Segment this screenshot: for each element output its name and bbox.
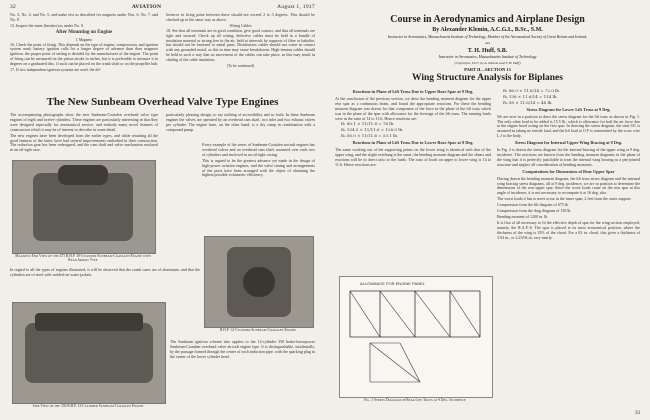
paragraph: 18. See that all terminals are in good condition, give good contact, and that all terminals are tight and secured. Check up all wiring; defective cables must be held in a bundle of insulation material or strung free in the air, held at intervals by supports of fibre or bakelite, but should not be fastened to metal parts. Distribution cables should not come in contact with any grounded metal, as this in time may cause breakdowns. High-tension cables should be held in such a way that no movement of the cables can take place, as this may result in chafing of the cable insulation.: [166, 27, 315, 63]
allowance-label: ALLOWANCE FOR ENGINE PANEL: [360, 281, 425, 286]
author-affiliation: Instructor in Aeronautics, Massachusetts Institute of Technology: [438, 55, 537, 59]
article-lower-text: [10, 268, 200, 298]
paragraph: The worst loads it has to meet occur in the inner span, 2 feet from the outer support:: [497, 196, 632, 202]
paragraph: In Fig. 2 is drawn the stress diagram for the internal bracing of the upper wing at 9 deg. incidence. The reactions are known from the bending moment diagrams in the plane of the wing that it is perfectly justifiable to treat the internal wing bracing as a pin-jointed structure and neglect all consideration of bending moments.: [497, 147, 640, 167]
paragraph: ferences in firing point between these should not exceed 2 to 3 degrees. This should be checked up in the same way as above.: [166, 13, 315, 22]
paragraph: Every example of the series of Sunbeam-Coatalen aircraft engines has overhead valves and an overhead cam shaft, mounted over each row of cylinders and enclosed in an oil-tight casing.: [202, 143, 315, 157]
section-heading: Computations for Dimensions of Rear Upper Spar: [522, 168, 615, 174]
author-affiliation: Instructor in Aeronautics, Massachusetts Institute of Technology, Member of the Aeronautical Society of Great Britain and Ireland,: [388, 35, 587, 39]
article-intro: [10, 113, 158, 158]
page-number: 32: [10, 4, 17, 10]
equation: R₃ 56.0 × 11/11.6 = 53.1 lb.: [341, 133, 399, 139]
right-column-1: [335, 88, 491, 273]
right-page: [325, 0, 650, 420]
paragraph: The Sunbeam ignition scheme also applies to the 12-cylinder 350 brake-horsepower Sunbeam-Coatalen overhead valve aircraft engine type. It is distinguishable, incidentally, by the passage formed through the center of each induction pipe, with the sparking plug in the center of the lower cylinder head.: [170, 340, 315, 359]
list-item: Bending moment of 1200 in. lb.: [497, 213, 549, 219]
paragraph: The new engines have been developed from the earlier types, and while retaining all the good features of the latter, have had several improvements embodied in their construction. The reduction gear has been redesigned, and the cam shaft and valve mechanism enclosed in an oil-tight case.: [10, 132, 158, 153]
paragraph: In regard to all the types of engines illustrated, it will be observed that the crank cases are of aluminum, and that the cylinders are of steel with welded-on water jackets.: [10, 268, 200, 277]
list-item: Compression from the drag diagram of 130 lb.: [497, 208, 572, 214]
equation: R₂ 134.5 × 11/11.6 = 128.0 lb.: [341, 127, 404, 133]
equation: R₃ 58 × 11.6/14 = 48 lb.: [503, 99, 553, 105]
paragraph: No. 3, No. 4, and No. 5, and make test as described for magneto under Nos. 6, No. 7, and No. 8.: [10, 13, 158, 22]
paragraph: 16. Check the point of firing. This depends on the type of engine, compression, and ignition system used; battery ignition calls for a longer degree of advance than does magneto ignition; the proper point of setting is decided by the manufacturer of the engine. The point of firing can be measured on the piston stroke in inches, but it is preferable to measure it in degrees on a graduated disc, if such can be placed on the crank shaft or on the propeller hub.: [10, 41, 158, 67]
paragraph: The same working out of the supporting points on the lower wing is identical with that of the upper wing, and the slight overhang is the same, the bending moment diagram and the shears and reactions will be in direct ratio to the loads. The ratio of loads on upper to lower wing is 14 to 11.6. Hence reactions are:: [335, 147, 491, 167]
paragraph: particularly pleasing design, to say nothing of accessibility and so forth. In these Sunbeam engines the valves are operated by an overhead cam shaft, two inlet and two exhaust valves per cylinder. The engine base, on the other hand, is a dry sump in combination with a compound pump.: [166, 113, 315, 132]
stress-diagram-figure: [339, 276, 493, 398]
issue-date: August 1, 1917: [277, 4, 315, 10]
paragraph: 13. Inspect the timer (breaker) as under No. 9.: [10, 22, 84, 28]
section-heading: Reactions in Plane of Lift Truss Due to Upper Rear Spar at 9 Deg.: [352, 89, 474, 94]
photo-caption: Side View of the 350 B.H.P. 12-Cylinder Sunbeam-Coatalen Engine: [32, 404, 144, 408]
section-heading: After Mounting on Engine: [55, 29, 113, 35]
course-title: Course in Aerodynamics and Airplane Design: [390, 14, 585, 25]
list-item: Compression from the lift diagram of 675 lb.: [497, 202, 569, 208]
page-number: 33: [635, 411, 640, 416]
section-heading: Reactions in Plane of Lift Truss Due to Lower Rear Spar at 9 Deg.: [352, 140, 474, 146]
byline-and: and: [484, 41, 491, 45]
paragraph: We are now in a position to draw the stress diagram for the lift truss as shown in Fig. 1. The only other load to be added is 15.5 lb., which is allowance for half the air force due to the engine hood acting on the first spar. In drawing the stress diagram, the strut OC is assumed as taking no tensile load, and the lift load at O F is transmitted by the cross wire L J to the body.: [497, 113, 640, 139]
paragraph: It is first of all necessary to fit the effective depth of spar for the wing section employed, namely, the R.A.F.-6. The spar is placed at its most economical position, where the thickness of the wing is 35% of the chord. For a 63 in. chord, this gives a thickness of 3.94 in., or 2.23/94 in. very nearly.: [497, 219, 640, 240]
article-bottom-column: [170, 340, 315, 414]
photo-caption: Magneto End View of the 475 B.H.P. 18-Cylinder Sunbeam-Coatalen Engine with Rear Arrow Type: [15, 254, 151, 263]
left-page-header: [10, 4, 315, 10]
journal-name: AVIATION: [131, 4, 162, 10]
paragraph: The accompanying photographs show the new Sunbeam-Coatalen overhead valve type engines of eight and twelve cylinders. These engines are particularly interesting in that they were designed especially for aeronautical service, and embody many novel features of construction which it may be of interest to describe in some detail.: [10, 113, 158, 132]
article-right-narrow-column: [202, 143, 315, 233]
left-top-column-2: [166, 13, 315, 93]
left-top-column-1: [10, 13, 158, 93]
continued-note: (To be continued): [227, 64, 254, 69]
stress-diagram-svg: [340, 277, 492, 387]
paragraph: Having drawn the bending moment diagram, the lift truss stress diagram and the internal wing bracing stress diagrams, all at 9 deg. incidence, we are in position to determine the dimensions of the rear upper spar. Since the worst loads come on the rear spar at this angle of incidence, it is not necessary to recompute it at 16 deg. also.: [497, 175, 640, 196]
article-mid-column: [166, 113, 315, 141]
article-headline: The New Sunbeam Overhead Valve Type Engines: [46, 96, 279, 108]
part-section: PART II—SECTION 13: [464, 67, 511, 72]
paragraph: 17. If two independent ignition systems are used, the dif-: [10, 67, 102, 73]
section-heading: Stress Diagram for Internal Upper Wing Bracing at 9 Deg.: [514, 140, 623, 146]
equation: R₁ 86.9 × 11.6/14 = 72.0 lb.: [503, 88, 561, 93]
equation: R₂ 138 × 11.6/14 = 114 lb.: [503, 93, 558, 99]
figure-caption: Fig. 1 Stress Diagram of Rear Lift Truss at 9 Deg. Incidence: [364, 398, 466, 402]
article-title: Wing Structure Analysis for Biplanes: [412, 73, 563, 83]
author-byline: T. H. Huff, S.B.: [467, 48, 508, 54]
equation: R₁ 80.1 × 11/11.6 = 76 lb.: [341, 121, 395, 127]
engine-photo-side-view: [12, 302, 166, 404]
right-column-2: [497, 88, 640, 410]
copyright-line: (Copyright, 1917, by A. Klemin and T. H. Huff): [454, 61, 521, 65]
subsection-heading: I. Magneto: [75, 37, 93, 42]
paragraph: This is argued to be the greatest advance yet made in the design of high-power aviation engines, and the valve timing and arrangements of the ports have been arranged with the object of obtaining the highest possible volumetric efficiency.: [202, 157, 315, 178]
paragraph: At the conclusion of the previous section, we drew the bending moment diagram for the upper rear spar as a continuous beam, and found the appropriate reactions. For these the bending moment diagram was drawn for that component of the force in the plane of the lift truss which was in the plane of the spar with allowance for the leverage of the lift truss. The running loads were in the ratio of 14 to 11.6. Hence reactions are:: [335, 95, 491, 121]
subsection-heading: Wiring Cables: [229, 23, 252, 28]
engine-photo-front: [204, 236, 314, 328]
section-heading: Stress Diagram for Lower Lift Truss at 9 Deg.: [526, 106, 611, 112]
engine-photo-magneto-end: [12, 160, 156, 254]
author-byline: By Alexander Klemin, A.C.G.I., B.Sc., S.M.: [432, 27, 543, 33]
photo-caption: B.H.P. 12-Cylinder Sunbeam-Coatalen Engine: [219, 328, 297, 332]
